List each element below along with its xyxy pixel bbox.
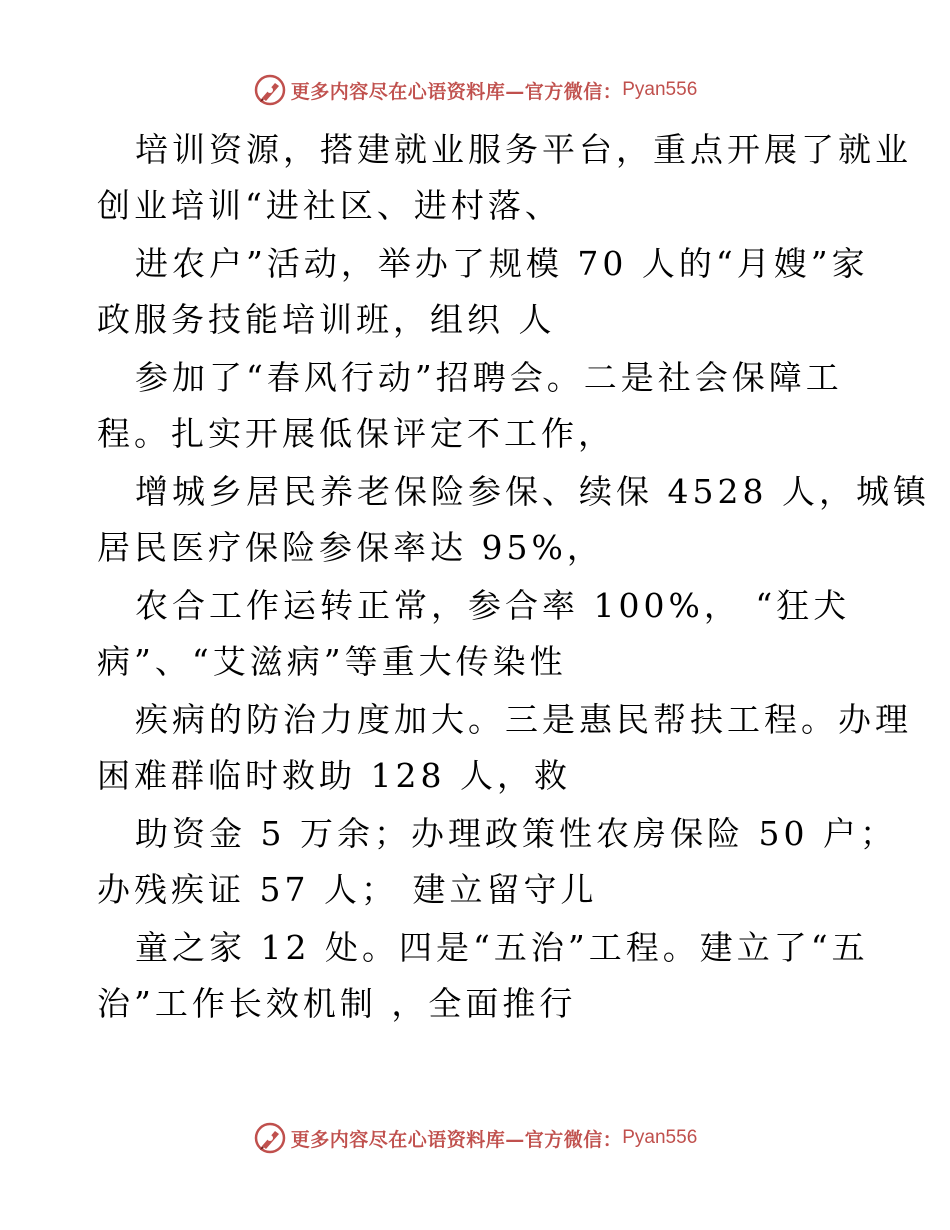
banner-wechat-id: Pyan556 <box>622 79 698 100</box>
banner-wechat-id: Pyan556 <box>622 1127 698 1148</box>
text-line: 培训资源，搭建就业服务平台，重点开展了就业 <box>135 130 912 169</box>
text-line: 政服务技能培训班，组织 人 <box>97 300 556 339</box>
text-line: 创业培训“进社区、进村落、 <box>97 186 562 225</box>
text-line: 困难群临时救助 128 人，救 <box>97 756 571 795</box>
text-line: 参加了“春风行动”招聘会。二是社会保障工 <box>135 358 843 397</box>
text-line: 童之家 12 处。四是“五治”工程。建立了“五 <box>135 928 869 967</box>
text-line: 疾病的防治力度加大。三是惠民帮扶工程。办理 <box>135 700 912 739</box>
banner-text: 更多内容尽在心语资料库—官方微信： <box>290 80 623 103</box>
pen-logo-icon <box>253 1121 287 1155</box>
text-line: 农合工作运转正常，参合率 100%， “狂犬 <box>135 586 851 625</box>
pen-logo-icon <box>253 73 287 107</box>
text-line: 进农户”活动，举办了规模 70 人的“月嫂”家 <box>135 244 869 283</box>
banner-text: 更多内容尽在心语资料库—官方微信： <box>290 1128 623 1151</box>
text-line: 程。扎实开展低保评定不工作， <box>97 414 615 453</box>
text-line: 助资金 5 万余；办理政策性农房保险 50 户； <box>135 814 897 853</box>
header-banner <box>0 70 950 110</box>
text-line: 治”工作长效机制 ，全面推行 <box>97 984 577 1023</box>
text-line: 居民医疗保险参保率达 95%， <box>97 528 604 567</box>
text-line: 增城乡居民养老保险参保、续保 4528 人，城镇 <box>135 472 930 511</box>
text-line: 病”、“艾滋病”等重大传染性 <box>97 642 567 681</box>
text-line: 办残疾证 57 人； 建立留守儿 <box>97 870 598 909</box>
footer-banner <box>0 1118 950 1158</box>
